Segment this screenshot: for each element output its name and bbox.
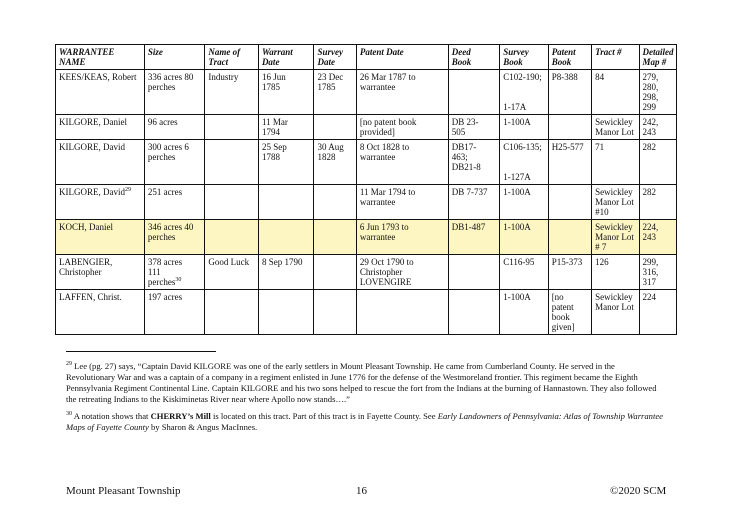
cell-line: Patent Date (359, 47, 404, 57)
cell-line: perches (147, 152, 176, 162)
cell-map-no (639, 140, 676, 185)
cell-patent-date (356, 140, 448, 185)
cell-map-no (639, 185, 676, 220)
warrantee-name: KILGORE, David (59, 142, 125, 152)
cell-line: 378 acres (147, 257, 183, 267)
cell-line: 224 (642, 292, 657, 302)
table-row (56, 115, 677, 140)
cell-line: 1794 (261, 127, 280, 137)
footnote-text-pre: A notation shows that (73, 411, 151, 421)
cell-tract-no (592, 255, 639, 290)
cell-survey-book (500, 220, 548, 255)
cell-line: H25-577 (551, 142, 584, 152)
cell-map-no (639, 290, 676, 335)
cell-line: Sewickley (595, 222, 633, 232)
cell-line: 336 acres 80 (147, 72, 194, 82)
cell-name (56, 220, 145, 255)
footnote-29 (66, 361, 666, 405)
table-row (56, 220, 677, 255)
cell-patent-date (356, 115, 448, 140)
line-gap (503, 152, 544, 162)
cell-line: Map # (642, 57, 667, 67)
cell-line: Survey (317, 47, 343, 57)
cell-line: 1-127A (503, 172, 531, 182)
cell-line: P15-373 (551, 257, 583, 267)
cell-line: Industry (208, 72, 239, 82)
cell-line: book (551, 312, 570, 322)
cell-line: 8 Sep 1790 (261, 257, 303, 267)
table-row (56, 70, 677, 115)
cell-patent-book (548, 220, 591, 255)
cell-line: 1785 (317, 82, 336, 92)
cell-line: warrantee (359, 152, 396, 162)
cell-line: 1785 (261, 82, 280, 92)
footer-copyright: ©2020 SCM (610, 485, 667, 497)
cell-warrant-date (258, 185, 314, 220)
cell-tract-name (205, 140, 259, 185)
cell-survey-book (500, 70, 548, 115)
cell-line: DB 7-737 (451, 187, 488, 197)
footnote-ref: 29 (125, 187, 131, 193)
cell-name (56, 185, 145, 220)
cell-line: 1-100A (503, 117, 531, 127)
warrantee-name: LAFFEN, Christ. (59, 292, 122, 302)
cell-size (144, 290, 205, 335)
cell-line: 8 Oct 1828 to (359, 142, 410, 152)
table-body (56, 70, 677, 335)
cell-line: Sewickley (595, 187, 633, 197)
cell-line: warrantee (359, 232, 396, 242)
cell-line: patent (551, 302, 574, 312)
cell-line: Date (261, 57, 280, 67)
cell-line: P8-388 (551, 72, 578, 82)
table-row (56, 290, 677, 335)
cell-line: 243 (642, 232, 657, 242)
footnote-number: 29 (66, 361, 72, 368)
cell-line: 317 (642, 277, 657, 287)
cell-deed-book (448, 290, 499, 335)
cell-tract-name (205, 220, 259, 255)
cell-line: warrantee (359, 197, 396, 207)
cell-line: 1-100A (503, 187, 531, 197)
cell-line: provided] (359, 127, 395, 137)
cell-name (56, 140, 145, 185)
cell-line: 463; (451, 152, 468, 162)
cell-survey-date (314, 255, 356, 290)
cell-line: NAME (59, 57, 86, 67)
table-header-row (56, 45, 677, 70)
line-gap (503, 82, 544, 92)
cell-line: 16 Jun (261, 72, 286, 82)
cell-name (56, 115, 145, 140)
footnote-number: 30 (66, 411, 72, 418)
cell-warrant-date (258, 70, 314, 115)
cell-line: Survey (503, 47, 529, 57)
cell-line: given] (551, 322, 575, 332)
cell-line: 346 acres 40 (147, 222, 194, 232)
cell-line: warrantee (359, 82, 396, 92)
cell-line: WARRANTEE (59, 47, 115, 57)
cell-line: 23 Dec (317, 72, 344, 82)
cell-line: 300 acres 6 (147, 142, 189, 152)
cell-line: 6 Jun 1793 to (359, 222, 409, 232)
cell-survey-book (500, 290, 548, 335)
cell-line: Manor Lot (595, 197, 634, 207)
header-name (56, 45, 145, 70)
cell-line: 299, (642, 257, 659, 267)
header-patent-date (356, 45, 448, 70)
cell-deed-book (448, 185, 499, 220)
cell-tract-name (205, 70, 259, 115)
cell-line: perches (147, 232, 176, 242)
footnote-rule (66, 351, 216, 352)
cell-line: 1-100A (503, 292, 531, 302)
cell-tract-name (205, 290, 259, 335)
cell-tract-no (592, 220, 639, 255)
cell-map-no (639, 255, 676, 290)
cell-line: Tract # (595, 47, 622, 57)
warrantee-name: KOCH, Daniel (59, 222, 113, 232)
footnote-book-title: Early Landowners of Pennsylvania: Atlas of Township Warrantee Maps of Fayette County (66, 411, 663, 432)
cell-map-no (639, 115, 676, 140)
cell-survey-book (500, 185, 548, 220)
footnote-30 (66, 411, 666, 433)
cell-size (144, 140, 205, 185)
cell-tract-no (592, 185, 639, 220)
cell-line: 505 (451, 127, 466, 137)
footnote-text: Lee (pg. 27) says, “Captain David KILGORE was one of the early settlers in Mount Pleasant Township. He came from Cumberland County. He served in the Revolutionary War and was a captain of a company in a regiment enlisted in June 1776 for the defense of the Westmoreland frontier. This regiment became the Eighth Pennsylvania Regiment Continental Line. Captain KILGORE and his two sons helped to rescue the fort from the Indians at the burning of Hannastown. They also followed the retreating Indians to the Kiskiminetas River near where Apollo now stands….” (66, 361, 657, 404)
cell-line: 1788 (261, 152, 280, 162)
cell-line: Book (551, 57, 572, 67)
cell-name (56, 255, 145, 290)
cell-line: 71 (595, 142, 605, 152)
cell-warrant-date (258, 290, 314, 335)
cell-line: 280, (642, 82, 659, 92)
cell-size (144, 220, 205, 255)
cell-line: Patent (551, 47, 576, 57)
cell-name (56, 70, 145, 115)
cell-warrant-date (258, 255, 314, 290)
cell-patent-book (548, 140, 591, 185)
cell-line: Good Luck (208, 257, 250, 267)
cell-warrant-date (258, 140, 314, 185)
cell-line: 1828 (317, 152, 336, 162)
cell-line: LOVENGIRE (359, 277, 412, 287)
cell-tract-no (592, 70, 639, 115)
cell-line: Size (147, 47, 163, 57)
cell-map-no (639, 70, 676, 115)
cell-deed-book (448, 255, 499, 290)
header-deed-book (448, 45, 499, 70)
cell-line: 316, (642, 267, 659, 277)
cell-line: Name of (208, 47, 241, 57)
cell-line: Sewickley (595, 292, 633, 302)
cell-line: Manor Lot (595, 232, 634, 242)
cell-tract-name (205, 115, 259, 140)
cell-line: 197 acres (147, 292, 183, 302)
cell-patent-book (548, 115, 591, 140)
cell-line: Date (317, 57, 335, 67)
cell-line: 96 acres (147, 117, 178, 127)
footnote-text-mid: is located on this tract. Part of this tract is in Fayette County. See (210, 411, 438, 421)
cell-line: 11 Mar 1794 to (359, 187, 416, 197)
header-warrant-date (258, 45, 314, 70)
cell-line: Sewickley (595, 117, 633, 127)
cell-line: 279, (642, 72, 659, 82)
cell-line: 1-100A (503, 222, 531, 232)
cell-patent-date (356, 185, 448, 220)
warrantee-name: KILGORE, Daniel (59, 117, 127, 127)
cell-tract-no (592, 290, 639, 335)
cell-line: Tract (208, 57, 229, 67)
header-tract-name (205, 45, 259, 70)
cell-survey-date (314, 220, 356, 255)
cell-line: 25 Sep (261, 142, 287, 152)
cell-warrant-date (258, 220, 314, 255)
cell-deed-book (448, 140, 499, 185)
cell-line: 111 (147, 267, 161, 277)
warrantee-name: LABENGIER, Christopher (59, 257, 113, 277)
cell-line: 224, (642, 222, 659, 232)
warrantee-table (55, 44, 677, 335)
cell-line: perches (147, 82, 176, 92)
cell-map-no (639, 220, 676, 255)
cell-line: Book (451, 57, 472, 67)
cell-line: DB17- (451, 142, 477, 152)
cell-patent-date (356, 70, 448, 115)
cell-line: DB21-8 (451, 162, 481, 172)
table-row (56, 185, 677, 220)
cell-survey-book (500, 255, 548, 290)
cell-survey-date (314, 185, 356, 220)
cell-line: Christopher (359, 267, 403, 277)
cell-line: 282 (642, 187, 657, 197)
cell-tract-no (592, 140, 639, 185)
cell-name (56, 290, 145, 335)
cell-line: 1-17A (503, 102, 527, 112)
table-row (56, 255, 677, 290)
cell-line: [no (551, 292, 564, 302)
cell-warrant-date (258, 115, 314, 140)
cell-line: Manor Lot (595, 302, 634, 312)
header-survey-date (314, 45, 356, 70)
cell-survey-date (314, 140, 356, 185)
cell-patent-book (548, 185, 591, 220)
cell-line: Manor Lot (595, 127, 634, 137)
header-patent-book (548, 45, 591, 70)
cell-patent-book (548, 290, 591, 335)
cell-line: 29 Oct 1790 to (359, 257, 414, 267)
cell-line: C116-95 (503, 257, 535, 267)
cell-patent-date (356, 290, 448, 335)
cell-line: 298, (642, 92, 659, 102)
cell-line: 11 Mar (261, 117, 288, 127)
cell-line: 30 Aug (317, 142, 344, 152)
cell-tract-name (205, 185, 259, 220)
cell-line: 84 (595, 72, 605, 82)
footnote-text-post: by Sharon & Angus MacInnes. (148, 422, 258, 432)
cell-patent-date (356, 220, 448, 255)
cell-deed-book (448, 220, 499, 255)
cell-size (144, 255, 205, 290)
cell-survey-date (314, 115, 356, 140)
cell-line: C106-135; (503, 142, 542, 152)
cell-line: Book (503, 57, 523, 67)
cell-line: 26 Mar 1787 to (359, 72, 416, 82)
footnote-ref: 30 (175, 277, 182, 283)
cell-line: DB1-487 (451, 222, 486, 232)
header-tract-no (592, 45, 639, 70)
cell-line: #10 (595, 207, 609, 217)
cell-survey-date (314, 290, 356, 335)
cell-patent-book (548, 70, 591, 115)
cell-line: 299 (642, 102, 657, 112)
cell-patent-book (548, 255, 591, 290)
header-size (144, 45, 205, 70)
header-survey-book (500, 45, 548, 70)
cell-line: # 7 (595, 242, 607, 252)
warrantee-name: KEES/KEAS, Robert (59, 72, 137, 82)
warrantee-name: KILGORE, David (59, 187, 125, 197)
cell-tract-name (205, 255, 259, 290)
cell-survey-book (500, 140, 548, 185)
header-map-no (639, 45, 676, 70)
cell-deed-book (448, 115, 499, 140)
cell-tract-no (592, 115, 639, 140)
cell-line: 243 (642, 127, 657, 137)
cell-line: 251 acres (147, 187, 183, 197)
cell-patent-date (356, 255, 448, 290)
cell-size (144, 185, 205, 220)
cell-line: 242, (642, 117, 659, 127)
cell-line: 126 (595, 257, 609, 267)
cell-survey-book (500, 115, 548, 140)
cell-size (144, 70, 205, 115)
cell-line: [no patent book (359, 117, 417, 127)
cell-line: Deed (451, 47, 471, 57)
cell-line: Detailed (642, 47, 674, 57)
footer-township: Mount Pleasant Township (66, 485, 181, 497)
cell-line: 282 (642, 142, 657, 152)
cell-line: C102-190; (503, 72, 542, 82)
footnote-bold-mill: CHERRY’s Mill (150, 411, 211, 421)
cell-line: Warrant (261, 47, 293, 57)
table-row (56, 140, 677, 185)
cell-survey-date (314, 70, 356, 115)
cell-size (144, 115, 205, 140)
footer-page-number: 16 (356, 485, 367, 497)
cell-line: perches (147, 277, 176, 287)
cell-line: DB 23- (451, 117, 479, 127)
cell-deed-book (448, 70, 499, 115)
